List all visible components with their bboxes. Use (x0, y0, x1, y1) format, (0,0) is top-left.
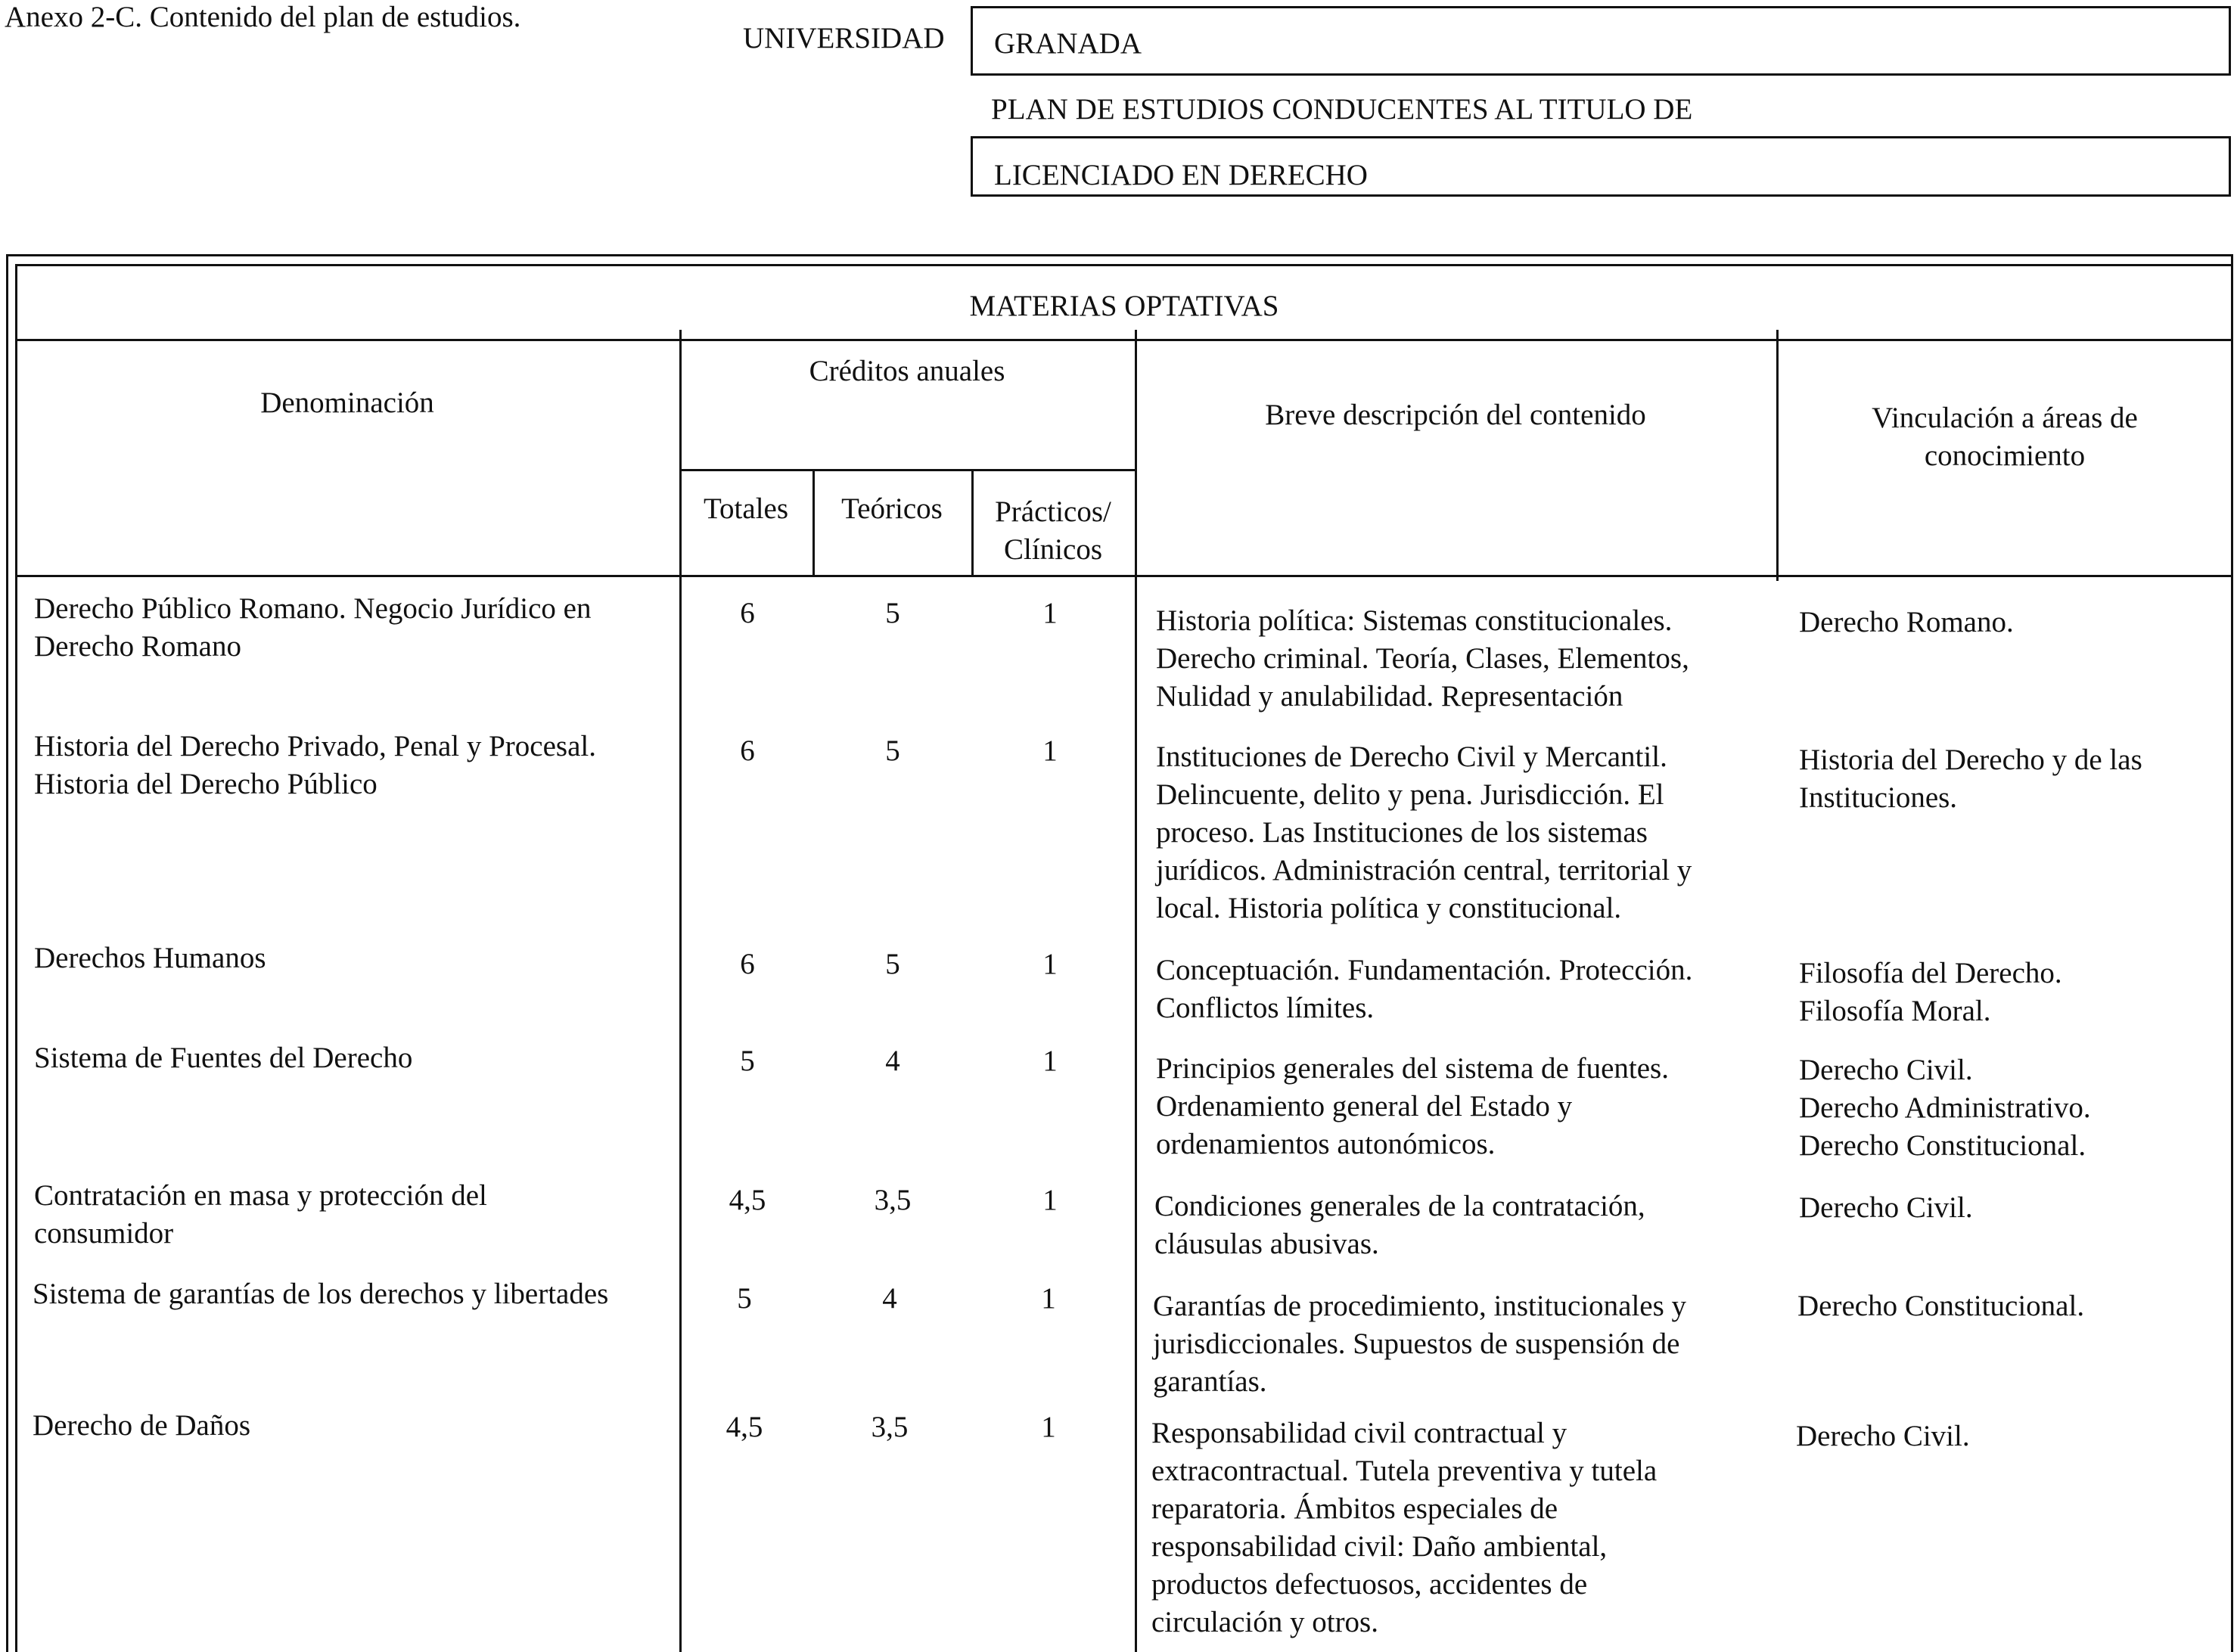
header-vinculacion-line1: Vinculación a áreas de (1872, 402, 2138, 434)
row-denominacion: Sistema de garantías de los derechos y libertades (33, 1278, 609, 1310)
row-areas: Derecho Constitucional. (1797, 1290, 2085, 1322)
header-vinculacion-line2: conocimiento (1924, 439, 2086, 472)
row-teoricos: 5 (885, 597, 900, 629)
row-areas: Derecho Civil. Derecho Administrativo. Derecho Constitucional. (1799, 1054, 2091, 1162)
row-descripcion: Conceptuación. Fundamentación. Protección. Conflictos límites. (1156, 954, 1693, 1024)
row-practicos: 1 (1042, 1184, 1058, 1216)
plan-label: PLAN DE ESTUDIOS CONDUCENTES AL TITULO DE (991, 93, 1693, 126)
row-practicos: 1 (1041, 1282, 1056, 1315)
table-left-border (6, 254, 8, 1652)
header-teoricos: Teóricos (841, 492, 943, 525)
header-bottom-line (15, 575, 2233, 577)
header-vinculacion (1776, 399, 2233, 475)
row-totales: 6 (740, 734, 755, 767)
table-left-border-inner (15, 264, 17, 1652)
row-denominacion: Derecho de Daños (33, 1409, 251, 1442)
row-denominacion: Contratación en masa y protección del consumidor (34, 1179, 487, 1250)
row-areas: Derecho Romano. (1799, 606, 2014, 638)
row-teoricos: 3,5 (871, 1411, 909, 1443)
row-descripcion: Historia política: Sistemas constitucionales. Derecho criminal. Teoría, Clases, Elementos, Nulidad y anulabilidad. Representación (1156, 604, 1689, 713)
table-top-border (6, 254, 2233, 256)
row-areas: Derecho Civil. (1796, 1420, 1970, 1452)
table-title: MATERIAS OPTATIVAS (969, 290, 1279, 322)
university-value: GRANADA (994, 27, 1142, 60)
row-teoricos: 5 (885, 948, 900, 980)
header-practicos (971, 493, 1135, 569)
row-practicos: 1 (1042, 734, 1058, 767)
row-practicos: 1 (1042, 948, 1058, 980)
university-field (971, 6, 2231, 76)
degree-value: LICENCIADO EN DERECHO (994, 159, 1368, 191)
row-practicos: 1 (1042, 597, 1058, 629)
row-descripcion: Garantías de procedimiento, institucionales y jurisdiccionales. Supuestos de suspensión de garantías. (1153, 1290, 1687, 1398)
row-denominacion: Sistema de Fuentes del Derecho (34, 1042, 413, 1074)
row-totales: 4,5 (725, 1411, 763, 1443)
degree-field (971, 136, 2231, 197)
header-totales: Totales (703, 492, 789, 525)
row-totales: 5 (737, 1282, 752, 1315)
row-descripcion: Principios generales del sistema de fuentes. Ordenamiento general del Estado y ordenamientos autonómicos. (1156, 1052, 1669, 1160)
creditos-divider (679, 469, 1135, 471)
col-divider-4 (1135, 330, 1137, 1652)
row-totales: 4,5 (729, 1184, 766, 1216)
university-label: UNIVERSIDAD (743, 22, 945, 54)
row-denominacion: Derechos Humanos (34, 942, 266, 974)
row-teoricos: 4 (882, 1282, 897, 1315)
row-totales: 6 (740, 597, 755, 629)
row-descripcion: Instituciones de Derecho Civil y Mercantil. Delincuente, delito y pena. Jurisdicción. El proceso. Las Instituciones de los sistemas jurídicos. Administración central, territorial y local. Historia política y constitucional. (1156, 741, 1692, 924)
table-top-border-inner (15, 264, 2233, 266)
header-descripcion: Breve descripción del contenido (1265, 399, 1646, 431)
header-practicos-line1: Prácticos/ (995, 495, 1111, 528)
annex-title: Anexo 2-C. Contenido del plan de estudios. (5, 1, 521, 33)
row-denominacion: Derecho Público Romano. Negocio Jurídico en Derecho Romano (34, 592, 592, 663)
row-areas: Filosofía del Derecho. Filosofía Moral. (1799, 957, 2062, 1027)
row-descripcion: Condiciones generales de la contratación, cláusulas abusivas. (1154, 1190, 1645, 1260)
title-divider (15, 339, 2233, 341)
row-teoricos: 5 (885, 734, 900, 767)
row-areas: Historia del Derecho y de las Instituciones. (1799, 744, 2142, 814)
header-creditos: Créditos anuales (809, 355, 1005, 387)
row-practicos: 1 (1041, 1411, 1056, 1443)
col-divider-1 (679, 330, 682, 1652)
header-denominacion: Denominación (260, 387, 434, 419)
row-teoricos: 3,5 (874, 1184, 912, 1216)
row-totales: 6 (740, 948, 755, 980)
row-areas: Derecho Civil. (1799, 1191, 1973, 1224)
row-descripcion: Responsabilidad civil contractual y extracontractual. Tutela preventiva y tutela reparatoria. Ámbitos especiales de responsabilidad civil: Daño ambiental, productos defectuosos, accidentes de circulación y otros. (1151, 1417, 1658, 1638)
row-teoricos: 4 (885, 1045, 900, 1077)
header-practicos-line2: Clínicos (1003, 533, 1102, 566)
row-totales: 5 (740, 1045, 755, 1077)
row-practicos: 1 (1042, 1045, 1058, 1077)
row-denominacion: Historia del Derecho Privado, Penal y Procesal. Historia del Derecho Público (34, 730, 596, 800)
